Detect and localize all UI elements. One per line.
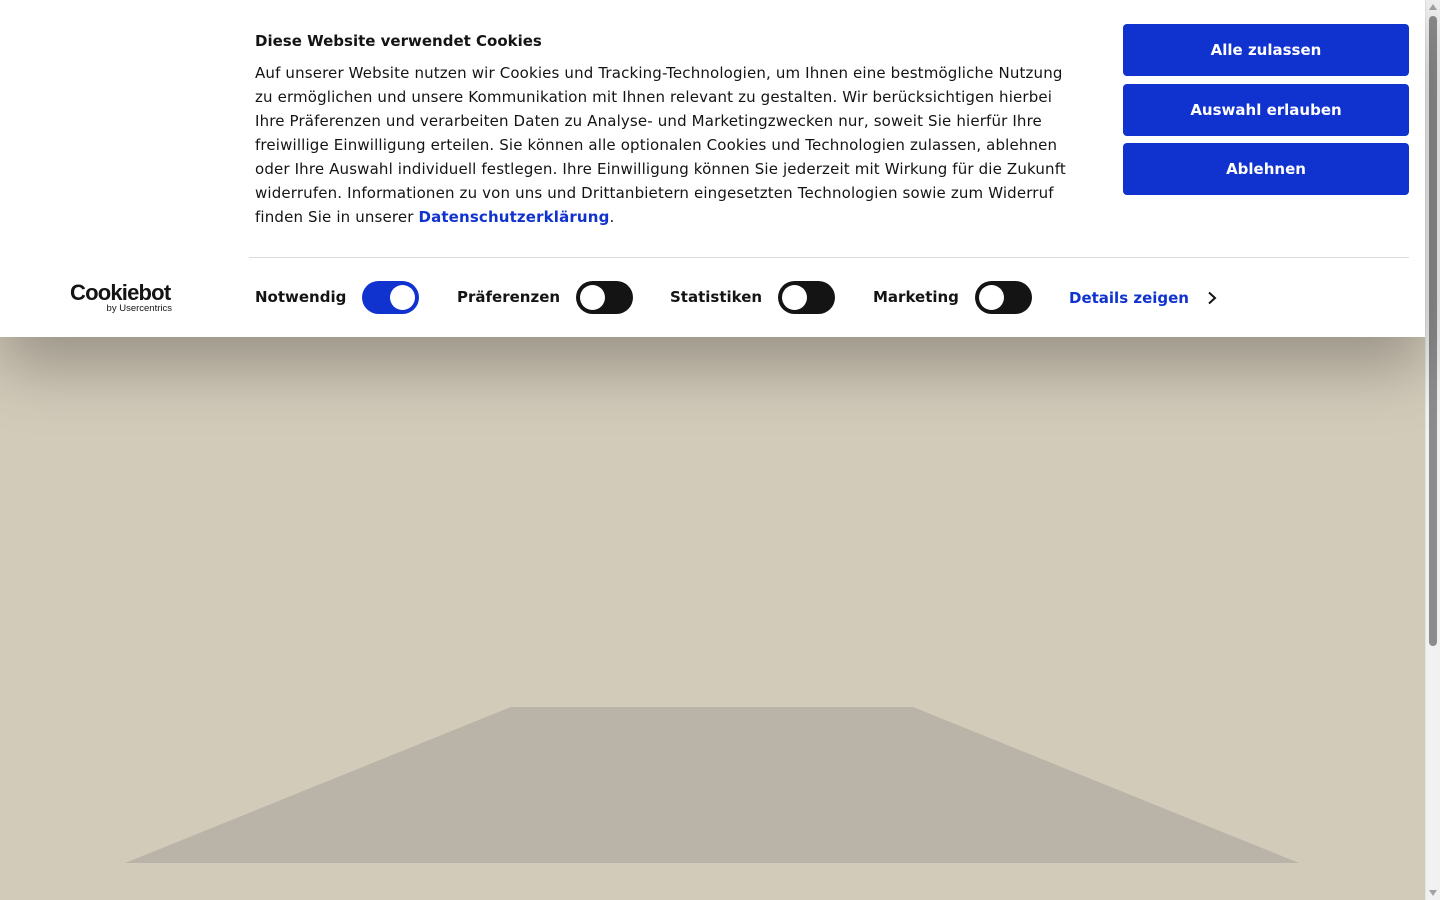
banner-description [255, 61, 1085, 229]
consent-marketing-label: Marketing [873, 288, 959, 306]
consent-statistics-toggle[interactable] [778, 281, 835, 314]
banner-description-text: Auf unserer Website nutzen wir Cookies und Tracking-Technologien, um Ihnen eine bestmögliche Nutzung zu ermöglichen und unsere Kommunikation mit Ihnen relevant zu gestalten. Wir berücksichtigen hierbei Ihre Präferenzen und verarbeiten Daten zu Analyse- und Marketingzwecken nur, soweit Sie hierfür Ihre freiwillige Einwilligung erteilen. Sie können alle optionalen Cookies und Technologien zulassen, ablehnen oder Ihre Auswahl individuell festlegen. Ihre Einwilligung können Sie jederzeit mit Wirkung für die Zukunft widerrufen. Informationen zu von uns und Drittanbietern eingesetzten Technologien sowie zum Widerruf finden Sie in unserer [255, 64, 1066, 226]
consent-statistics [670, 280, 835, 314]
logo-wordmark: Cookiebot [70, 280, 171, 305]
toggle-knob [580, 285, 605, 310]
toggle-knob [782, 285, 807, 310]
consent-preferences-toggle[interactable] [576, 281, 633, 314]
chevron-right-icon [1207, 291, 1217, 305]
scroll-up-arrow-icon[interactable] [1429, 4, 1437, 10]
scroll-down-arrow-icon[interactable] [1429, 890, 1437, 896]
consent-preferences-label: Präferenzen [457, 288, 561, 306]
logo-byline: by Usercentrics [106, 303, 172, 314]
privacy-policy-link[interactable]: Datenschutzerklärung [418, 208, 610, 226]
cookie-consent-banner [0, 0, 1425, 337]
show-details-link[interactable] [1069, 286, 1217, 310]
page-scrollbar[interactable] [1425, 0, 1440, 900]
consent-statistics-label: Statistiken [670, 288, 763, 306]
scroll-thumb[interactable] [1429, 16, 1437, 646]
toggle-knob [390, 285, 415, 310]
allow-all-button[interactable]: Alle zulassen [1123, 24, 1409, 76]
toggle-knob [979, 285, 1004, 310]
cookiebot-logo [70, 282, 174, 314]
consent-necessary-label: Notwendig [255, 288, 347, 306]
consent-marketing-toggle[interactable] [975, 281, 1032, 314]
banner-title: Diese Website verwendet Cookies [255, 32, 542, 50]
consent-necessary-toggle[interactable] [362, 281, 419, 314]
show-details-label: Details zeigen [1069, 289, 1189, 307]
consent-necessary [255, 280, 419, 314]
banner-divider [249, 257, 1409, 258]
allow-selection-button[interactable]: Auswahl erlauben [1123, 84, 1409, 136]
deny-button[interactable]: Ablehnen [1123, 143, 1409, 195]
banner-description-end: . [609, 208, 615, 226]
consent-preferences [457, 280, 633, 314]
consent-marketing [873, 280, 1032, 314]
